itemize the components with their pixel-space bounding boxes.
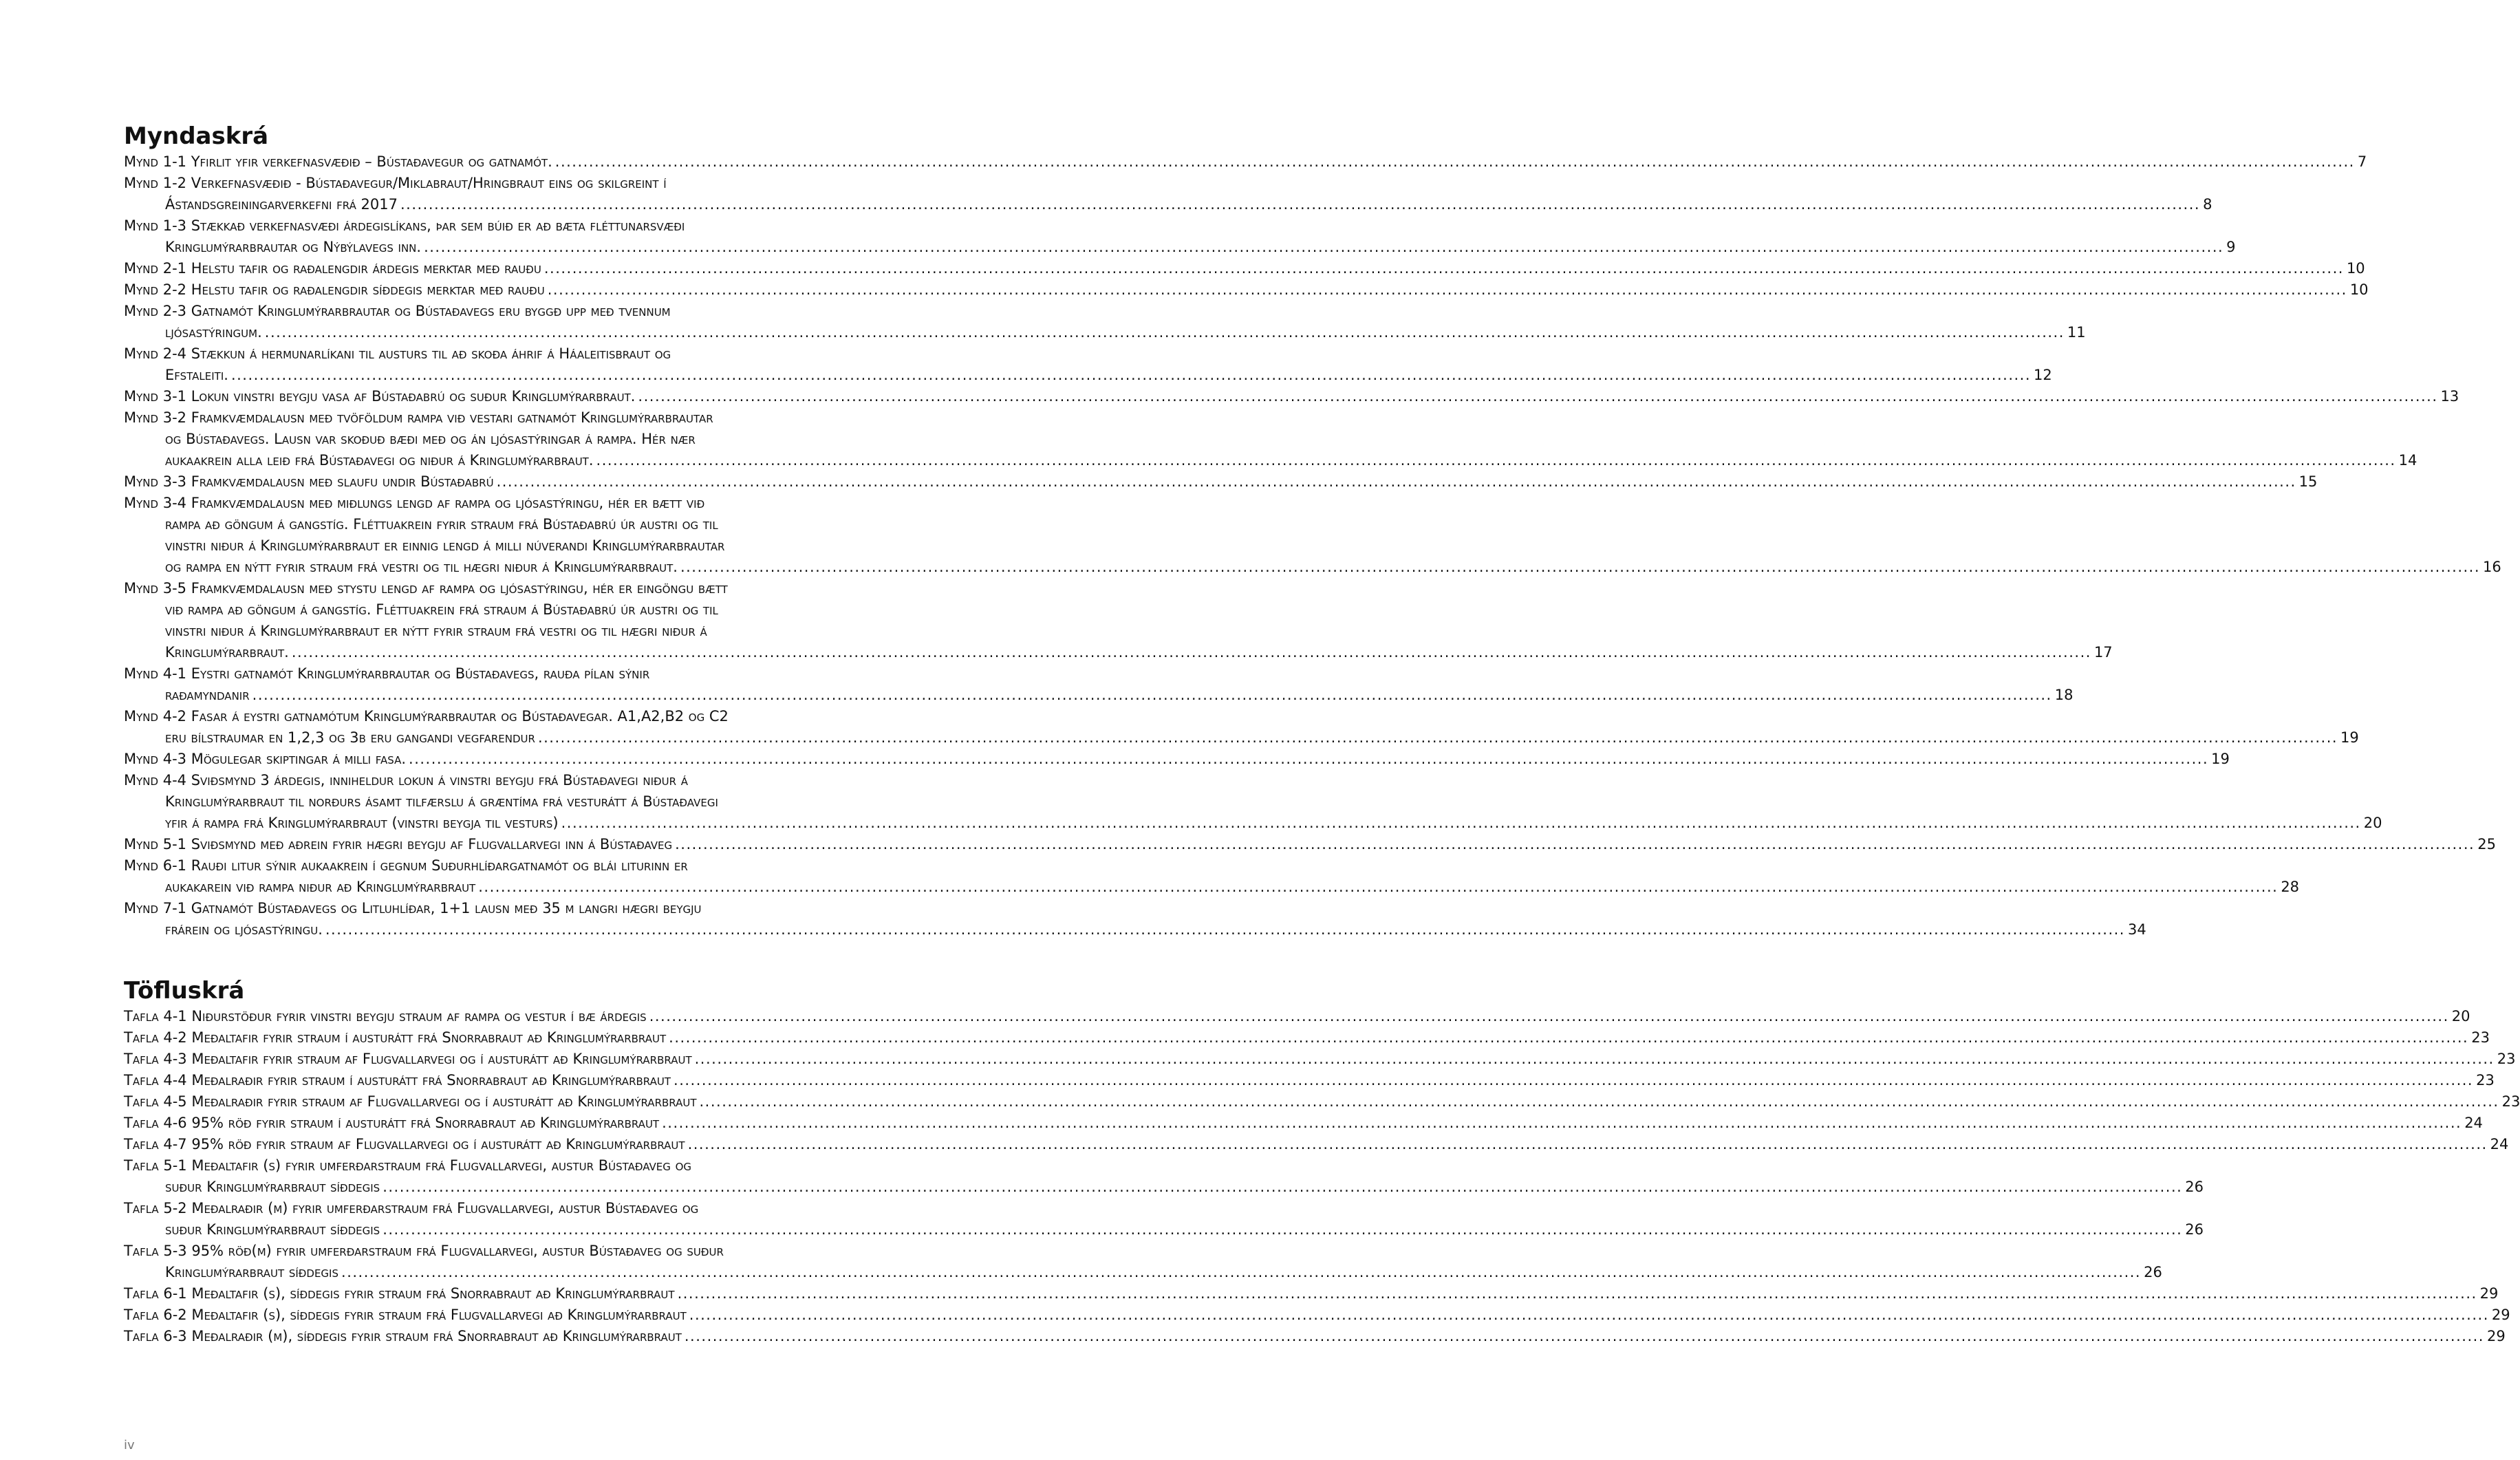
toc-entry-text: yfir á rampa frá Kringlumýrarbraut (vinstri beygja til vesturs): [165, 815, 559, 831]
toc-entry-text: rampa að göngum á gangstíg. Fléttuakrein fyrir straum frá Bústaðabrú úr austri og til: [165, 516, 718, 533]
toc-page-number: 25: [2477, 836, 2496, 852]
toc-entry-text: Mynd 5-1 Sviðsmynd með aðrein fyrir hægri beygju af Flugvallarvegi inn á Bústaðaveg: [124, 836, 673, 852]
toc-entry[interactable]: [124, 173, 2212, 215]
dot-leader: [424, 237, 2223, 258]
dot-leader: [649, 1006, 2449, 1027]
dot-leader: [688, 1134, 2488, 1155]
toc-page-number: 9: [2226, 239, 2236, 255]
toc-page-number: 18: [2054, 687, 2074, 703]
dot-leader: [678, 1283, 2477, 1305]
dot-leader: [685, 1326, 2484, 1347]
figures-heading: Myndaskrá: [124, 122, 269, 150]
toc-entry-text: Tafla 4-5 Meðalraðir fyrir straum af Flugvallarvegi og í austurátt að Kringlumýrarbraut: [124, 1093, 697, 1110]
toc-page-number: 24: [2464, 1115, 2483, 1131]
toc-entry-text: Mynd 3-4 Framkvæmdalausn með miðlungs lengd af rampa og ljósastýringu, hér er bætt við: [124, 495, 705, 511]
dot-leader: [409, 749, 2208, 770]
toc-entry[interactable]: [124, 834, 2496, 855]
dot-leader: [669, 1027, 2468, 1049]
toc-page-number: 8: [2203, 196, 2212, 213]
toc-entry[interactable]: [124, 1070, 2495, 1091]
toc-entry[interactable]: [124, 343, 2052, 386]
toc-page-number: 12: [2034, 367, 2052, 383]
toc-entry[interactable]: [124, 749, 2230, 770]
toc-entry-text: Tafla 4-7 95% röð fyrir straum af Flugvallarvegi og í austurátt að Kringlumýrarbraut: [124, 1136, 685, 1152]
dot-leader: [252, 685, 2052, 706]
toc-entry[interactable]: [124, 1091, 2520, 1113]
toc-entry-text: Mynd 7-1 Gatnamót Bústaðavegs og Litluhlíðar, 1+1 lausn með 35 m langri hægri beygju: [124, 900, 702, 916]
dot-leader: [325, 919, 2125, 941]
toc-entry-text: Tafla 6-1 Meðaltafir (s), síðdegis fyrir straum frá Snorrabraut að Kringlumýrarbraut: [124, 1285, 675, 1302]
toc-entry-text: suður Kringlumýrarbraut síðdegis: [165, 1179, 380, 1195]
dot-leader: [231, 365, 2031, 386]
toc-entry-text: ljósastýringum.: [165, 324, 262, 341]
dot-leader: [674, 1070, 2473, 1091]
toc-page-number: 29: [2486, 1328, 2506, 1344]
toc-entry-text: Tafla 4-6 95% röð fyrir straum í austurátt frá Snorrabraut að Kringlumýrarbraut: [124, 1115, 660, 1131]
dot-leader: [561, 813, 2361, 834]
toc-entry-text: Kringlumýrarbrautar og Nýbýlavegs inn.: [165, 239, 422, 255]
toc-entry[interactable]: [124, 279, 2369, 301]
toc-entry[interactable]: [124, 215, 2236, 258]
toc-entry-text: Tafla 4-2 Meðaltafir fyrir straum í austurátt frá Snorrabraut að Kringlumýrarbraut: [124, 1029, 667, 1046]
dot-leader: [695, 1049, 2495, 1070]
toc-entry[interactable]: [124, 471, 2318, 493]
toc-entry-text: og Bústaðavegs. Lausn var skoðuð bæði með og án ljósastýringar á rampa. Hér nær: [165, 431, 696, 447]
toc-page-number: 10: [2346, 260, 2365, 277]
toc-entry[interactable]: [124, 1155, 2204, 1198]
toc-entry-text: Mynd 3-5 Framkvæmdalausn með stystu lengd af rampa og ljósastýringu, hér er eingöngu bætt: [124, 580, 728, 597]
toc-entry-text: Mynd 4-1 Eystri gatnamót Kringlumýrarbrautar og Bústaðavegs, rauða pílan sýnir: [124, 665, 650, 682]
dot-leader: [680, 557, 2480, 578]
toc-entry-text: Efstaleiti.: [165, 367, 228, 383]
toc-entry-text: Tafla 4-3 Meðaltafir fyrir straum af Flugvallarvegi og í austurátt að Kringlumýrarbraut: [124, 1051, 692, 1067]
toc-entry-text: Tafla 5-1 Meðaltafir (s) fyrir umferðarstraum frá Flugvallarvegi, austur Bústaðaveg og: [124, 1157, 691, 1174]
toc-entry[interactable]: [124, 1241, 2162, 1283]
toc-entry-text: Mynd 1-3 Stækkað verkefnasvæði árdegislíkans, þar sem búið er að bæta fléttunarsvæði: [124, 217, 685, 234]
toc-page-number: 23: [2476, 1072, 2495, 1088]
dot-leader: [544, 258, 2344, 279]
toc-entry-text: Mynd 3-2 Framkvæmdalausn með tvöföldum rampa við vestari gatnamót Kringlumýrarbrautar: [124, 409, 713, 426]
toc-page-number: 23: [2471, 1029, 2490, 1046]
toc-entry-text: Mynd 4-4 Sviðsmynd 3 árdegis, inniheldur lokun á vinstri beygju frá Bústaðavegi niður á: [124, 772, 689, 788]
toc-entry-text: Mynd 6-1 Rauði litur sýnir aukaakrein í gegnum Suðurhlíðargatnamót og blái liturinn er: [124, 857, 688, 874]
page-number: iv: [124, 1438, 135, 1452]
toc-entry-text: Mynd 3-1 Lokun vinstri beygju vasa af Bústaðabrú og suður Kringlumýrarbraut.: [124, 388, 636, 405]
toc-entry-text: Tafla 6-3 Meðalraðir (m), síðdegis fyrir straum frá Snorrabraut að Kringlumýrarbraut: [124, 1328, 682, 1344]
toc-entry[interactable]: [124, 151, 2367, 173]
dot-leader: [675, 834, 2475, 855]
toc-page-number: 10: [2349, 281, 2369, 298]
toc-entry[interactable]: [124, 663, 2074, 706]
toc-page-number: 17: [2093, 644, 2113, 661]
toc-page-number: 14: [2398, 452, 2417, 469]
toc-page-number: 26: [2144, 1264, 2162, 1280]
toc-entry-text: Tafla 5-3 95% röð(m) fyrir umferðarstraum frá Flugvallarvegi, austur Bústaðaveg og suður: [124, 1243, 724, 1259]
toc-entry-text: Kringlumýrarbraut síðdegis: [165, 1264, 339, 1280]
toc-entry-text: vinstri niður á Kringlumýrarbraut er nýtt fyrir straum frá vestri og til hægri niður á: [165, 623, 707, 639]
toc-entry-text: og rampa en nýtt fyrir straum frá vestri og til hægri niður á Kringlumýrarbraut.: [165, 559, 678, 575]
dot-leader: [383, 1219, 2182, 1241]
toc-entry-text: Kringlumýrarbraut til norðurs ásamt tilfærslu á græntíma frá vesturátt á Bústaðavegi: [165, 793, 718, 810]
toc-entry-text: Mynd 4-3 Mögulegar skiptingar á milli fasa.: [124, 751, 407, 767]
toc-entry-text: eru bílstraumar en 1,2,3 og 3b eru gangandi vegfarendur: [165, 729, 535, 746]
toc-entry[interactable]: [124, 1113, 2483, 1134]
toc-entry[interactable]: [124, 855, 2300, 898]
toc-entry-text: Mynd 2-3 Gatnamót Kringlumýrarbrautar og Bústaðavegs eru byggð upp með tvennum: [124, 303, 671, 319]
toc-page-number: 11: [2067, 324, 2086, 341]
toc-page-number: 26: [2185, 1179, 2204, 1195]
toc-entry-text: Mynd 1-2 Verkefnasvæðið - Bústaðavegur/Miklabraut/Hringbraut eins og skilgreint í: [124, 175, 667, 191]
toc-entry-text: við rampa að göngum á gangstíg. Fléttuakrein frá straum á Bústaðabrú úr austri og til: [165, 601, 718, 618]
dot-leader: [400, 194, 2200, 215]
dot-leader: [555, 151, 2355, 173]
toc-entry[interactable]: [124, 1049, 2516, 1070]
toc-entry-text: Mynd 2-4 Stækkun á hermunarlíkani til austurs til að skoða áhrif á Háaleitisbraut og: [124, 345, 671, 362]
toc-page-number: 28: [2281, 879, 2300, 895]
toc-entry-text: Tafla 4-1 Niðurstöður fyrir vinstri beygju straum af rampa og vestur í bæ árdegis: [124, 1008, 647, 1024]
toc-page-number: 26: [2185, 1221, 2204, 1238]
dot-leader: [265, 322, 2065, 343]
dot-leader: [689, 1305, 2489, 1326]
toc-entry-text: vinstri niður á Kringlumýrarbraut er einnig lengd á milli núverandi Kringlumýrarbrautar: [165, 537, 725, 554]
tables-heading: Töfluskrá: [124, 977, 245, 1005]
toc-entry[interactable]: [124, 1006, 2470, 1027]
toc-entry[interactable]: [124, 407, 2417, 471]
toc-entry[interactable]: [124, 301, 2086, 343]
dot-leader: [700, 1091, 2499, 1113]
toc-entry[interactable]: [124, 770, 2382, 834]
toc-entry-text: Mynd 2-2 Helstu tafir og raðalengdir síðdegis merktar með rauðu: [124, 281, 545, 298]
toc-entry[interactable]: [124, 1283, 2499, 1305]
toc-entry-text: Tafla 4-4 Meðalraðir fyrir straum í austurátt frá Snorrabraut að Kringlumýrarbraut: [124, 1072, 671, 1088]
toc-entry-text: raðamyndanir: [165, 687, 250, 703]
toc-entry-text: aukakarein við rampa niður að Kringlumýrarbraut: [165, 879, 476, 895]
dot-leader: [497, 471, 2296, 493]
dot-leader: [478, 877, 2278, 898]
figures-list: [124, 151, 2501, 941]
dot-leader: [548, 279, 2347, 301]
toc-entry[interactable]: [124, 258, 2365, 279]
toc-entry-text: frárein og ljósastýringu.: [165, 921, 323, 938]
dot-leader: [538, 727, 2338, 749]
toc-entry-text: Ástandsgreiningarverkefni frá 2017: [165, 196, 398, 213]
toc-page-number: 20: [2363, 815, 2382, 831]
toc-entry-text: Tafla 5-2 Meðalraðir (m) fyrir umferðarstraum frá Flugvallarvegi, austur Bústaðaveg og: [124, 1200, 699, 1216]
toc-entry[interactable]: [124, 493, 2501, 578]
toc-entry[interactable]: [124, 1305, 2510, 1326]
toc-page-number: 24: [2490, 1136, 2509, 1152]
dot-leader: [638, 386, 2437, 407]
tables-list: [124, 1006, 2520, 1347]
toc-entry[interactable]: [124, 706, 2359, 749]
toc-entry[interactable]: [124, 578, 2113, 663]
toc-entry[interactable]: [124, 1198, 2204, 1241]
toc-entry-text: aukaakrein alla leið frá Bústaðavegi og niður á Kringlumýrarbraut.: [165, 452, 594, 469]
toc-page-number: 29: [2479, 1285, 2499, 1302]
toc-page-number: 19: [2340, 729, 2359, 746]
toc-entry-text: suður Kringlumýrarbraut síðdegis: [165, 1221, 380, 1238]
toc-page-number: 29: [2491, 1307, 2510, 1323]
toc-page-number: 34: [2127, 921, 2146, 938]
toc-entry[interactable]: [124, 1027, 2490, 1049]
dot-leader: [596, 450, 2396, 471]
dot-leader: [383, 1177, 2182, 1198]
toc-page-number: 13: [2440, 388, 2459, 405]
toc-page-number: 23: [2501, 1093, 2520, 1110]
toc-entry[interactable]: [124, 1326, 2506, 1347]
toc-entry-text: Mynd 1-1 Yfirlit yfir verkefnasvæðið – Bústaðavegur og gatnamót.: [124, 153, 552, 170]
toc-entry-text: Kringlumýrarbraut.: [165, 644, 289, 661]
toc-page-number: 7: [2357, 153, 2367, 170]
toc-entry[interactable]: [124, 1134, 2509, 1155]
toc-entry[interactable]: [124, 386, 2459, 407]
toc-page-number: 20: [2451, 1008, 2470, 1024]
toc-entry-text: Mynd 4-2 Fasar á eystri gatnamótum Kringlumýrarbrautar og Bústaðavegar. A1,A2,B2 og C2: [124, 708, 729, 724]
toc-page-number: 16: [2483, 559, 2501, 575]
dot-leader: [662, 1113, 2462, 1134]
toc-entry-text: Mynd 3-3 Framkvæmdalausn með slaufu undir Bústaðabrú: [124, 473, 494, 490]
toc-page-number: 23: [2497, 1051, 2516, 1067]
dot-leader: [341, 1262, 2141, 1283]
toc-entry[interactable]: [124, 898, 2146, 941]
toc-page-number: 15: [2298, 473, 2318, 490]
toc-entry-text: Mynd 2-1 Helstu tafir og raðalengdir árdegis merktar með rauðu: [124, 260, 541, 277]
toc-entry-text: Tafla 6-2 Meðaltafir (s), síðdegis fyrir straum frá Flugvallarvegi að Kringlumýrarbraut: [124, 1307, 687, 1323]
dot-leader: [292, 642, 2091, 663]
toc-page-number: 19: [2211, 751, 2230, 767]
